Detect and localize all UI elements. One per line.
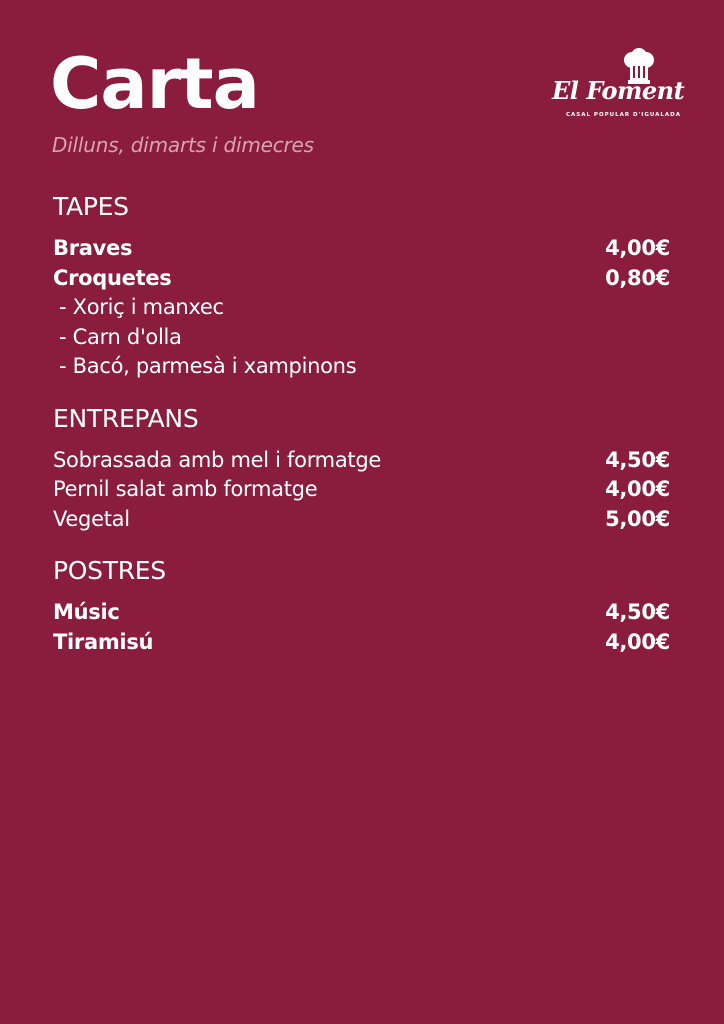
menu-item bbox=[53, 598, 670, 628]
item-price: 4,00€ bbox=[605, 629, 670, 654]
logo bbox=[548, 48, 685, 124]
item-price: 4,00€ bbox=[605, 236, 670, 260]
item-name: Braves bbox=[53, 236, 133, 260]
menu-item bbox=[53, 505, 670, 535]
menu-item bbox=[53, 234, 670, 264]
menu-subitem: - Xoriç i manxec bbox=[59, 295, 224, 319]
item-name: Sobrassada amb mel i formatge bbox=[53, 447, 381, 472]
section-tapes bbox=[53, 188, 670, 382]
page-subtitle: Dilluns, dimarts i dimecres bbox=[52, 133, 314, 157]
section-title: ENTREPANS bbox=[53, 403, 199, 433]
item-price: 4,50€ bbox=[605, 600, 670, 624]
menu-subitem: - Carn d'olla bbox=[59, 324, 182, 349]
item-name: Vegetal bbox=[53, 506, 130, 531]
item-price: 4,50€ bbox=[605, 447, 670, 472]
page-title: Carta bbox=[50, 43, 259, 125]
section-title: TAPES bbox=[53, 192, 129, 221]
item-name: Tiramisú bbox=[53, 629, 154, 654]
section-postres bbox=[53, 552, 670, 657]
section-title: POSTRES bbox=[53, 556, 166, 585]
item-name: Pernil salat amb formatge bbox=[53, 477, 318, 501]
item-price: 0,80€ bbox=[605, 265, 670, 290]
item-name: Músic bbox=[53, 600, 120, 624]
item-price: 4,00€ bbox=[605, 477, 670, 501]
menu-item bbox=[53, 475, 670, 505]
section-entrepans bbox=[53, 400, 670, 535]
menu-item bbox=[53, 446, 670, 476]
item-price: 5,00€ bbox=[605, 506, 670, 531]
menu-subitem: - Bacó, parmesà i xampinons bbox=[59, 354, 357, 378]
item-name: Croquetes bbox=[53, 265, 172, 290]
menu-item bbox=[53, 264, 670, 294]
menu bbox=[53, 188, 670, 675]
logo-tagline: CASAL POPULAR D'IGUALADA bbox=[566, 112, 681, 118]
menu-item bbox=[53, 628, 670, 658]
logo-wordmark: El Foment bbox=[552, 76, 685, 105]
